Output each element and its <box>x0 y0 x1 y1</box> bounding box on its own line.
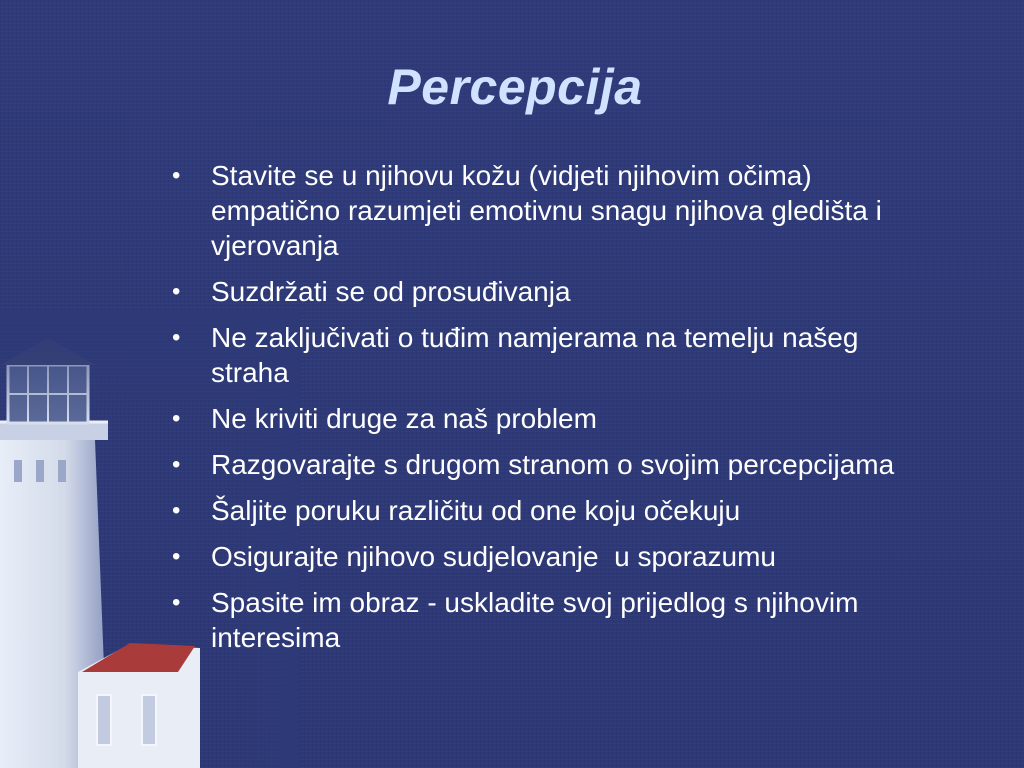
bullet-icon: • <box>172 405 181 432</box>
slide-title: Percepcija <box>387 59 643 115</box>
bullet-icon: • <box>172 543 181 570</box>
list-item <box>172 493 912 528</box>
bullet-icon: • <box>172 278 181 305</box>
bullet-icon: • <box>172 497 181 524</box>
bullet-list <box>172 158 912 666</box>
bullet-icon: • <box>172 451 181 478</box>
bullet-text: Ne zaključivati o tuđim namjerama na temelju našeg straha <box>211 322 867 388</box>
bullet-text: Spasite im obraz - uskladite svoj prijedlog s njihovim interesima <box>211 587 867 653</box>
list-item <box>172 447 912 482</box>
list-item <box>172 158 912 263</box>
bullet-text: Ne kriviti druge za naš problem <box>211 403 597 434</box>
list-item <box>172 585 912 655</box>
list-item <box>172 274 912 309</box>
bullet-text: Razgovarajte s drugom stranom o svojim percepcijama <box>211 449 895 480</box>
bullet-icon: • <box>172 162 181 189</box>
bullet-icon: • <box>172 589 181 616</box>
list-item <box>172 401 912 436</box>
bullet-text: Stavite se u njihovu kožu (vidjeti njihovim očima) empatično razumjeti emotivnu snagu njihova gledišta i vjerovanja <box>211 160 890 261</box>
list-item <box>172 539 912 574</box>
bullet-text: Šaljite poruku različitu od one koju očekuju <box>211 495 741 526</box>
bullet-text: Suzdržati se od prosuđivanja <box>211 276 571 307</box>
bullet-icon: • <box>172 324 181 351</box>
list-item <box>172 320 912 390</box>
bullet-text: Osigurajte njihovo sudjelovanje u sporazumu <box>211 541 776 572</box>
